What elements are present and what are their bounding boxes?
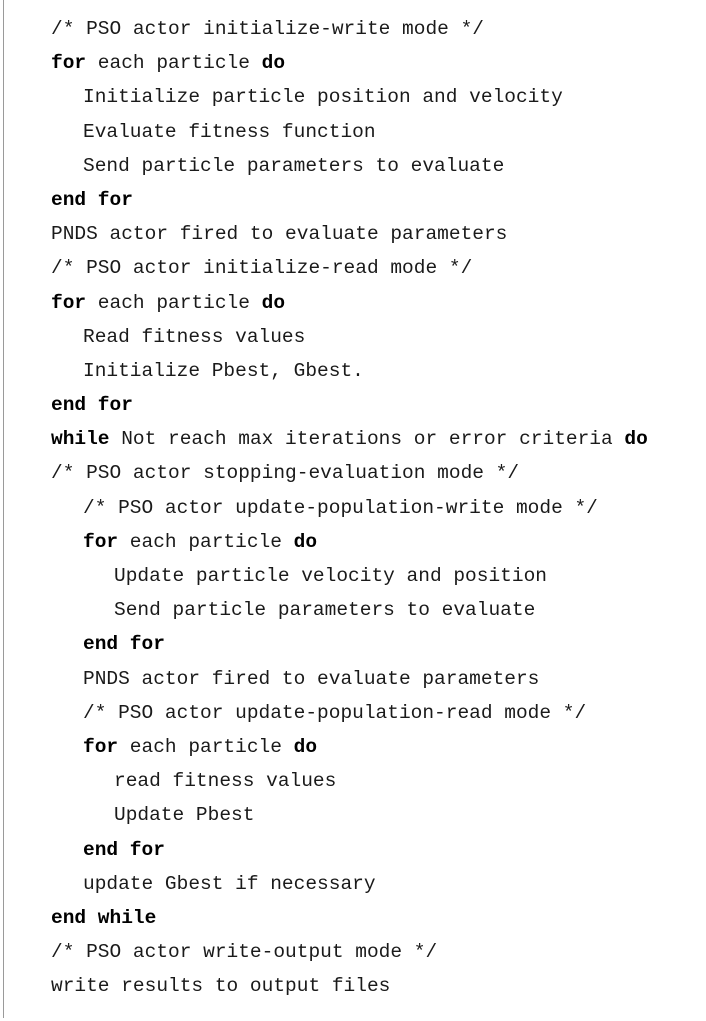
code-line — [51, 696, 648, 730]
code-line — [51, 627, 648, 661]
pseudocode-listing — [51, 12, 648, 1003]
code-line — [51, 662, 648, 696]
code-line — [51, 183, 648, 217]
code-line — [51, 833, 648, 867]
code-text: Send particle parameters to evaluate — [83, 154, 505, 177]
keyword: do — [261, 52, 286, 75]
code-text: Not reach max iterations or error criteria — [109, 428, 625, 451]
code-line — [51, 901, 648, 935]
code-text: update Gbest if necessary — [83, 872, 376, 895]
code-line — [51, 559, 648, 593]
code-text: PNDS actor fired to evaluate parameters — [83, 667, 540, 690]
code-text: /* PSO actor initialize-write mode */ — [51, 18, 484, 40]
code-line — [51, 935, 648, 969]
code-text: /* PSO actor stopping-evaluation mode */ — [51, 462, 520, 485]
code-line — [51, 80, 648, 114]
code-text: Initialize Pbest, Gbest. — [83, 359, 364, 382]
keyword: while — [51, 428, 110, 451]
keyword: for — [83, 735, 119, 758]
code-line — [51, 354, 648, 388]
code-text: each particle — [118, 530, 294, 553]
code-line — [51, 867, 648, 901]
code-line — [51, 217, 648, 251]
keyword: for — [51, 291, 87, 314]
code-line — [51, 456, 648, 490]
code-text: Initialize particle position and velocity — [83, 86, 563, 109]
code-line — [51, 46, 648, 80]
code-text: Evaluate fitness function — [83, 120, 376, 143]
code-line — [51, 12, 648, 46]
code-line — [51, 730, 648, 764]
code-text: /* PSO actor update-population-read mode */ — [83, 701, 587, 724]
code-text: write results to output files — [51, 975, 391, 998]
keyword: for — [51, 52, 87, 75]
keyword: do — [624, 428, 648, 451]
keyword: end for — [51, 394, 133, 417]
code-line — [51, 969, 648, 1003]
code-line — [51, 149, 648, 183]
code-line — [51, 491, 648, 525]
code-text: Send particle parameters to evaluate — [114, 599, 536, 622]
keyword: for — [83, 530, 119, 553]
code-line — [51, 593, 648, 627]
code-line — [51, 286, 648, 320]
code-text: each particle — [86, 52, 262, 75]
code-line — [51, 422, 648, 456]
code-text: Update Pbest — [114, 804, 255, 827]
code-line — [51, 115, 648, 149]
keyword: do — [261, 291, 286, 314]
code-line — [51, 764, 648, 798]
keyword: end while — [51, 906, 157, 929]
keyword: do — [293, 735, 318, 758]
code-line — [51, 798, 648, 832]
code-line — [51, 320, 648, 354]
code-line — [51, 251, 648, 285]
code-line — [51, 388, 648, 422]
code-text: /* PSO actor initialize-read mode */ — [51, 257, 473, 280]
code-text: /* PSO actor update-population-write mode */ — [83, 496, 598, 519]
keyword: end for — [83, 633, 165, 656]
code-text: Update particle velocity and position — [114, 565, 547, 587]
left-border-rule — [3, 0, 4, 1018]
keyword: end for — [51, 188, 133, 211]
code-text: each particle — [118, 735, 294, 758]
keyword: end for — [83, 838, 165, 861]
code-text: each particle — [86, 291, 262, 314]
keyword: do — [293, 530, 318, 553]
code-text: read fitness values — [114, 770, 337, 793]
code-text: /* PSO actor write-output mode */ — [51, 941, 438, 964]
code-text: Read fitness values — [83, 325, 306, 348]
code-text: PNDS actor fired to evaluate parameters — [51, 223, 508, 246]
code-line — [51, 525, 648, 559]
